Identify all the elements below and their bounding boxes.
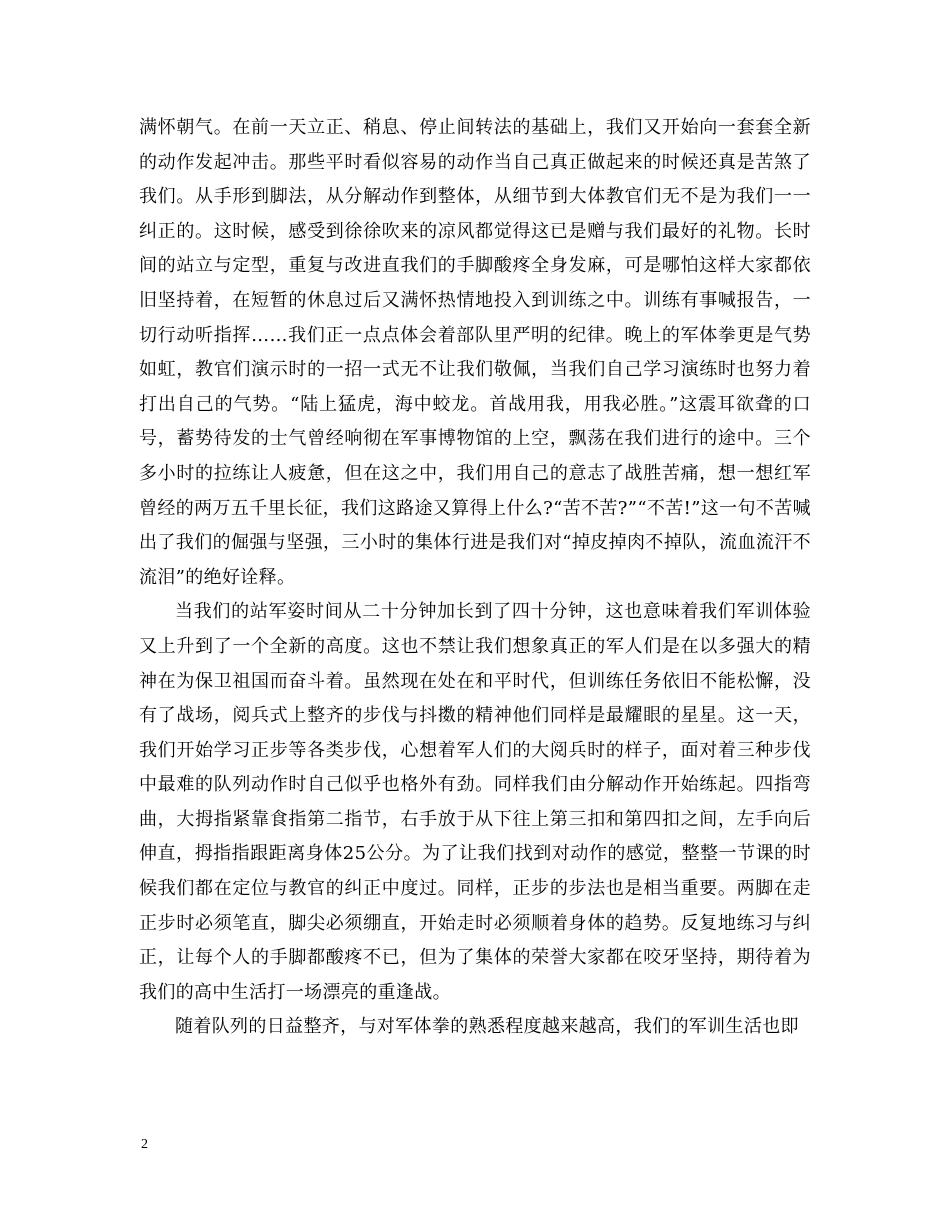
page-number: 2 bbox=[141, 1137, 148, 1152]
paragraph-1: 满怀朝气。在前一天立正、稍息、停止间转法的基础上，我们又开始向一套套全新的动作发起冲击。那些平时看似容易的动作当自己真正做起来的时候还真是苦煞了我们。从手形到脚法，从分解动作到整体，从细节到大体教官们无不是为我们一一纠正的。这时候，感受到徐徐吹来的凉风都觉得这已是赠与我们最好的礼物。长时间的站立与定型，重复与改进直我们的手脚酸疼全身发麻，可是哪怕这样大家都依旧坚持着，在短暂的休息过后又满怀热情地投入到训练之中。训练有事喊报告，一切行动听指挥……我们正一点点体会着部队里严明的纪律。晚上的军体拳更是气势如虹，教官们演示时的一招一式无不让我们敬佩，当我们自己学习演练时也努力着打出自己的气势。“陆上猛虎，海中蛟龙。首战用我，用我必胜。”这震耳欲聋的口号，蓄势待发的士气曾经响彻在军事博物馆的上空，飘荡在我们进行的途中。三个多小时的拉练让人疲惫，但在这之中，我们用自己的意志了战胜苦痛，想一想红军曾经的两万五千里长征，我们这路途又算得上什么?“苦不苦?”“不苦!”这一句不苦喊出了我们的倔强与坚强，三小时的集体行进是我们对“掉皮掉肉不掉队，流血流汗不流泪”的绝好诠释。 bbox=[139, 117, 811, 588]
paragraph-2: 当我们的站军姿时间从二十分钟加长到了四十分钟，这也意味着我们军训体验又上升到了一个全新的高度。这也不禁让我们想象真正的军人们是在以多强大的精神在为保卫祖国而奋斗着。虽然现在处在和平时代，但训练任务依旧不能松懈，没有了战场，阅兵式上整齐的步伐与抖擞的精神他们同样是最耀眼的星星。这一天，我们开始学习正步等各类步伐，心想着军人们的大阅兵时的样子，面对着三种步伐中最难的队列动作时自己似乎也格外有劲。同样我们由分解动作开始练起。四指弯曲，大拇指紧靠食指第二指节，右手放于从下往上第三扣和第四扣之间，左手向后伸直，拇指指跟距离身体25公分。为了让我们找到对动作的感觉，整整一节课的时候我们都在定位与教官的纠正中度过。同样，正步的步法也是相当重要。两脚在走正步时必须笔直，脚尖必须绷直，开始走时必须顺着身体的趋势。反复地练习与纠正，让每个人的手脚都酸疼不已，但为了集体的荣誉大家都在咬牙坚持，期待着为我们的高中生活打一场漂亮的重逢战。 bbox=[139, 601, 811, 1003]
paragraph-3: 随着队列的日益整齐，与对军体拳的熟悉程度越来越高，我们的军训生活也即 bbox=[175, 1016, 799, 1038]
document-body bbox=[139, 111, 811, 1045]
